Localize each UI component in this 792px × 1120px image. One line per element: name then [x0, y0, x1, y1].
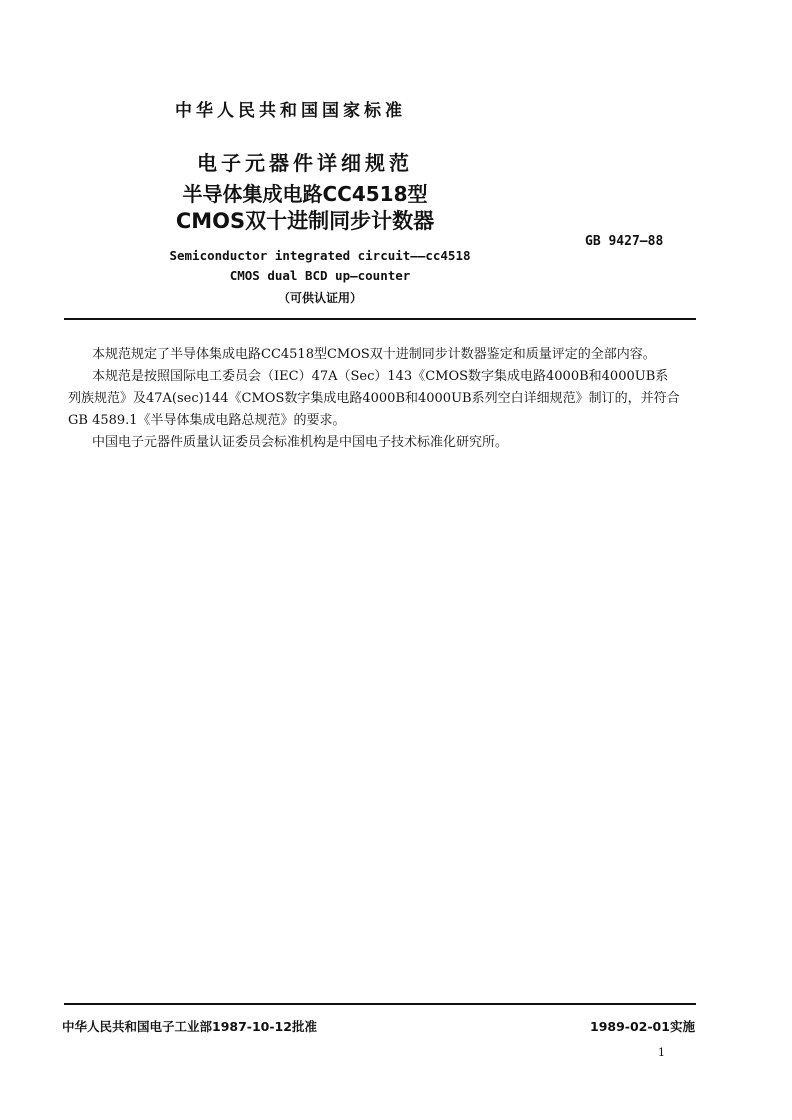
implementation-date: 1989-02-01实施	[590, 1019, 695, 1034]
title-line-1: 电子元器件详细规范	[197, 151, 413, 175]
paragraph-authority: 中国电子元器件质量认证委员会标准机构是中国电子技术标准化研究所。	[92, 435, 509, 450]
body-text	[68, 344, 688, 454]
certification-note: （可供认证用）	[277, 291, 362, 305]
page-number: 1	[658, 1046, 665, 1059]
top-divider	[64, 318, 696, 320]
national-standard-label: 中华人民共和国国家标准	[175, 101, 406, 121]
approval-date: 中华人民共和国电子工业部1987-10-12批准	[62, 1019, 317, 1034]
title-line-3: CMOS双十进制同步计数器	[175, 209, 435, 233]
standard-number: GB 9427—88	[585, 234, 664, 249]
bottom-divider	[64, 1003, 696, 1005]
paragraph-basis-line-1: 本规范是按照国际电工委员会（IEC）47A（Sec）143《CMOS数字集成电路4000B和4000UB系	[92, 369, 669, 384]
english-title-line-2: CMOS dual BCD up—counter	[229, 268, 411, 283]
title-line-2: 半导体集成电路CC4518型	[182, 182, 428, 206]
english-title-line-1: Semiconductor integrated circuit——cc4518	[169, 248, 471, 263]
paragraph-scope: 本规范规定了半导体集成电路CC4518型CMOS双十进制同步计数器鉴定和质量评定的全部内容。	[92, 347, 656, 362]
paragraph-basis-line-3: GB 4589.1《半导体集成电路总规范》的要求。	[68, 413, 346, 428]
paragraph-basis-line-2: 列族规范》及47A(sec)144《CMOS数字集成电路4000B和4000UB系列空白详细规范》制订的，并符合	[68, 391, 680, 406]
